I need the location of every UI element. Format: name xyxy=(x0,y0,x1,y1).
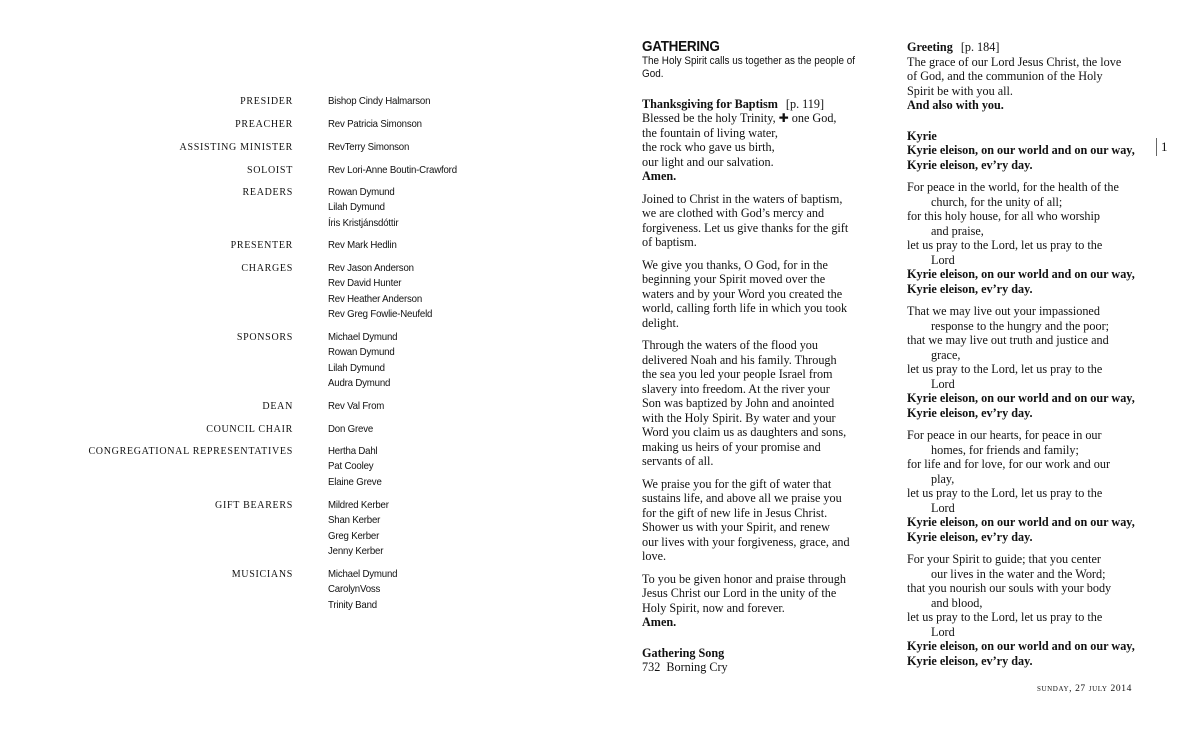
text-line: making us heirs of your promise and xyxy=(642,439,821,454)
hymn-number: 732 xyxy=(642,660,661,674)
role-names xyxy=(328,140,409,155)
kyrie-body xyxy=(907,143,1147,668)
text-line: beginning your Spirit moved over the xyxy=(642,272,826,286)
petition-line: and praise, xyxy=(931,223,984,238)
petition-line: response to the hungry and the poor; xyxy=(931,318,1110,333)
text-line: We praise you for the gift of water that xyxy=(642,476,832,491)
footer-date: sunday, 27 july 2014 xyxy=(1037,684,1132,694)
petition-line: for life and for love, for our work and our xyxy=(907,457,1111,471)
text-line: our light and our salvation. xyxy=(642,154,774,169)
role-names xyxy=(328,567,397,613)
text-line: waters and by your Word you created the xyxy=(642,286,843,301)
petition-line: and blood, xyxy=(931,595,983,610)
gathering-song xyxy=(642,660,874,675)
amen: Amen. xyxy=(642,169,677,183)
text-line: Word you claim us as daughters and sons, xyxy=(642,425,847,439)
participant-name: Rev Patricia Simonson xyxy=(328,118,422,130)
role-names xyxy=(328,422,373,437)
text-line: for the gift of new life in Jesus Christ. xyxy=(642,505,828,520)
kyrie-title: Kyrie xyxy=(907,128,937,143)
text-line: servants of all. xyxy=(642,454,714,468)
participant-name: Íris Kristjánsdóttir xyxy=(328,216,399,229)
cross-icon: ✚ xyxy=(778,111,789,125)
participant-name: Don Greve xyxy=(328,423,374,435)
kyrie-refrain: Kyrie eleison, on our world and on our way, xyxy=(907,515,1135,529)
greeting-text xyxy=(907,55,1147,99)
kyrie-refrain: Kyrie eleison, on our world and on our way, xyxy=(907,639,1135,653)
paragraph xyxy=(642,477,874,564)
text-line: we are clothed with God’s mercy and xyxy=(642,206,825,220)
thanksgiving-ref: [p. 119] xyxy=(785,96,825,111)
petition-line: Lord xyxy=(931,376,955,391)
role-label: SPONSORS xyxy=(236,332,293,343)
petition-line: let us pray to the Lord, let us pray to the xyxy=(907,486,1103,500)
petition-line: That we may live out your impassioned xyxy=(907,304,1100,318)
text-line: the sea you led your people Israel from xyxy=(642,367,833,381)
gathering-song-title: Gathering Song xyxy=(642,645,725,660)
petition-line: For peace in the world, for the health of the xyxy=(907,180,1119,194)
text-line: love. xyxy=(642,549,667,563)
participant-name: Michael Dymund xyxy=(328,568,398,580)
participant-name: Rev David Hunter xyxy=(328,277,402,290)
participant-name: Rev Greg Fowlie-Neufeld xyxy=(328,308,433,321)
participant-name: RevTerry Simonson xyxy=(328,141,410,153)
text-line: world, calling forth life in which you took xyxy=(642,301,848,315)
role-label: GIFT BEARERS xyxy=(215,500,293,511)
hymn-name: Borning Cry xyxy=(666,660,728,674)
page-number: 1 xyxy=(1156,138,1168,156)
role-label: SOLOIST xyxy=(246,165,293,176)
thanksgiving-opening-lines xyxy=(642,126,874,170)
role-names xyxy=(328,399,384,414)
participant-name: Rev Mark Hedlin xyxy=(328,239,397,251)
participant-name: Lilah Dymund xyxy=(328,201,385,214)
participant-name: CarolynVoss xyxy=(328,583,381,596)
section-subheading: The Holy Spirit calls us together as the people of God. xyxy=(642,54,855,80)
participant-name: Rev Heather Anderson xyxy=(328,292,423,305)
text-line: Shower us with your Spirit, and renew xyxy=(642,520,830,534)
greeting-response: And also with you. xyxy=(907,98,1004,112)
text-line: slavery into freedom. At the river your xyxy=(642,381,830,396)
petition-line: homes, for friends and family; xyxy=(931,442,1079,457)
kyrie-refrain: Kyrie eleison, ev’ry day. xyxy=(907,653,1033,668)
thanksgiving-title: Thanksgiving for Baptism xyxy=(642,96,778,111)
participant-name: Greg Kerber xyxy=(328,529,380,542)
section-heading: GATHERING xyxy=(642,38,720,55)
petition-line: that you nourish our souls with your body xyxy=(907,581,1112,595)
text-line: We give you thanks, O God, for in the xyxy=(642,257,828,272)
kyrie-refrain: Kyrie eleison, ev’ry day. xyxy=(907,405,1033,420)
petition-line: our lives in the water and the Word; xyxy=(931,566,1106,581)
paragraph xyxy=(642,338,874,469)
role-label: MUSICIANS xyxy=(231,569,293,580)
text-line: The grace of our Lord Jesus Christ, the love xyxy=(907,54,1122,69)
text-line: forgiveness. Let us give thanks for the gift xyxy=(642,220,849,235)
petition-line: let us pray to the Lord, let us pray to the xyxy=(907,362,1103,376)
petition-line: for this holy house, for all who worship xyxy=(907,209,1100,223)
role-names xyxy=(328,498,389,560)
petition-line: church, for the unity of all; xyxy=(931,194,1063,209)
text-line: with the Holy Spirit. By water and your xyxy=(642,410,836,425)
petition-line: Lord xyxy=(931,624,955,639)
thanksgiving-title-row xyxy=(642,97,874,112)
participant-name: Bishop Cindy Halmarson xyxy=(328,95,431,107)
role-names xyxy=(328,185,398,231)
petition-line: let us pray to the Lord, let us pray to the xyxy=(907,610,1103,624)
role-label: DEAN xyxy=(262,401,293,412)
kyrie-refrain: Kyrie eleison, on our world and on our way, xyxy=(907,143,1135,157)
greeting-kyrie-column xyxy=(907,40,1147,668)
text-line: Through the waters of the flood you xyxy=(642,338,818,352)
role-names xyxy=(328,117,422,132)
participant-name: Mildred Kerber xyxy=(328,499,389,511)
role-names xyxy=(328,444,382,490)
participant-name: Rev Val From xyxy=(328,400,385,412)
participant-name: Lilah Dymund xyxy=(328,361,385,374)
petition-line: Lord xyxy=(931,252,955,267)
gathering-column xyxy=(642,40,874,675)
petition-line: For peace in our hearts, for peace in our xyxy=(907,428,1102,442)
text-line: delight. xyxy=(642,315,679,330)
text-line: Jesus Christ our Lord in the unity of the xyxy=(642,586,837,600)
paragraph xyxy=(642,192,874,250)
kyrie-refrain: Kyrie eleison, on our world and on our way, xyxy=(907,267,1135,281)
participant-name: Rowan Dymund xyxy=(328,346,395,359)
petition-line: that we may live out truth and justice and xyxy=(907,333,1109,347)
role-names xyxy=(328,163,457,178)
greeting-ref: [p. 184] xyxy=(960,40,1000,54)
text-line: delivered Noah and his family. Through xyxy=(642,352,837,367)
petition-line: let us pray to the Lord, let us pray to the xyxy=(907,238,1103,252)
text-line: sustains life, and above all we praise you xyxy=(642,491,842,505)
participant-name: Michael Dymund xyxy=(328,331,398,343)
petition-line: For your Spirit to guide; that you center xyxy=(907,552,1101,566)
thanksgiving-paragraphs xyxy=(642,184,874,564)
role-label: CONGREGATIONAL REPRESENTATIVES xyxy=(88,446,293,457)
role-label: PREACHER xyxy=(235,119,293,130)
participant-name: Trinity Band xyxy=(328,598,377,611)
participant-name: Rev Jason Anderson xyxy=(328,262,414,274)
role-names xyxy=(328,238,397,253)
participant-name: Jenny Kerber xyxy=(328,545,384,558)
participant-name: Shan Kerber xyxy=(328,514,381,527)
thanksgiving-opening: Blessed be the holy Trinity, ✚ one God, xyxy=(642,111,837,125)
text-line: of God, and the communion of the Holy xyxy=(907,69,1103,83)
petition-line: Lord xyxy=(931,500,955,515)
text-line: of baptism. xyxy=(642,235,697,249)
kyrie-refrain: Kyrie eleison, on our world and on our way, xyxy=(907,391,1135,405)
closing-amen: Amen. xyxy=(642,615,677,629)
text-line: Spirit be with you all. xyxy=(907,83,1013,98)
text-line: our lives with your forgiveness, grace, and xyxy=(642,534,850,549)
paragraph xyxy=(642,258,874,331)
role-label: COUNCIL CHAIR xyxy=(206,424,293,435)
text-line: the fountain of living water, xyxy=(642,125,778,140)
text-line: the rock who gave us birth, xyxy=(642,140,775,154)
greeting-title-row xyxy=(907,40,1147,55)
participant-name: Rev Lori-Anne Boutin-Crawford xyxy=(328,164,457,176)
text-line: Joined to Christ in the waters of baptism, xyxy=(642,191,843,206)
participant-name: Audra Dymund xyxy=(328,377,391,390)
kyrie-refrain: Kyrie eleison, ev’ry day. xyxy=(907,529,1033,544)
role-label: ASSISTING MINISTER xyxy=(179,142,293,153)
thanksgiving-closing xyxy=(642,572,874,616)
participant-name: Elaine Greve xyxy=(328,475,382,488)
participant-name: Rowan Dymund xyxy=(328,186,395,198)
participant-name: Hertha Dahl xyxy=(328,445,378,457)
text-line: Son was baptized by John and anointed xyxy=(642,396,835,410)
text-line: Holy Spirit, now and forever. xyxy=(642,600,785,615)
kyrie-refrain: Kyrie eleison, ev’ry day. xyxy=(907,281,1033,296)
role-label: CHARGES xyxy=(241,263,293,274)
text-line: To you be given honor and praise through xyxy=(642,571,846,586)
role-names xyxy=(328,261,432,323)
participant-name: Pat Cooley xyxy=(328,460,374,473)
petition-line: grace, xyxy=(931,347,961,362)
petition-line: play, xyxy=(931,471,955,486)
role-label: PRESENTER xyxy=(230,240,293,251)
role-names xyxy=(328,330,397,392)
role-names xyxy=(328,94,430,109)
role-label: PRESIDER xyxy=(240,96,293,107)
role-label: READERS xyxy=(242,187,293,198)
kyrie-refrain: Kyrie eleison, ev’ry day. xyxy=(907,157,1033,172)
greeting-title: Greeting xyxy=(907,40,953,54)
